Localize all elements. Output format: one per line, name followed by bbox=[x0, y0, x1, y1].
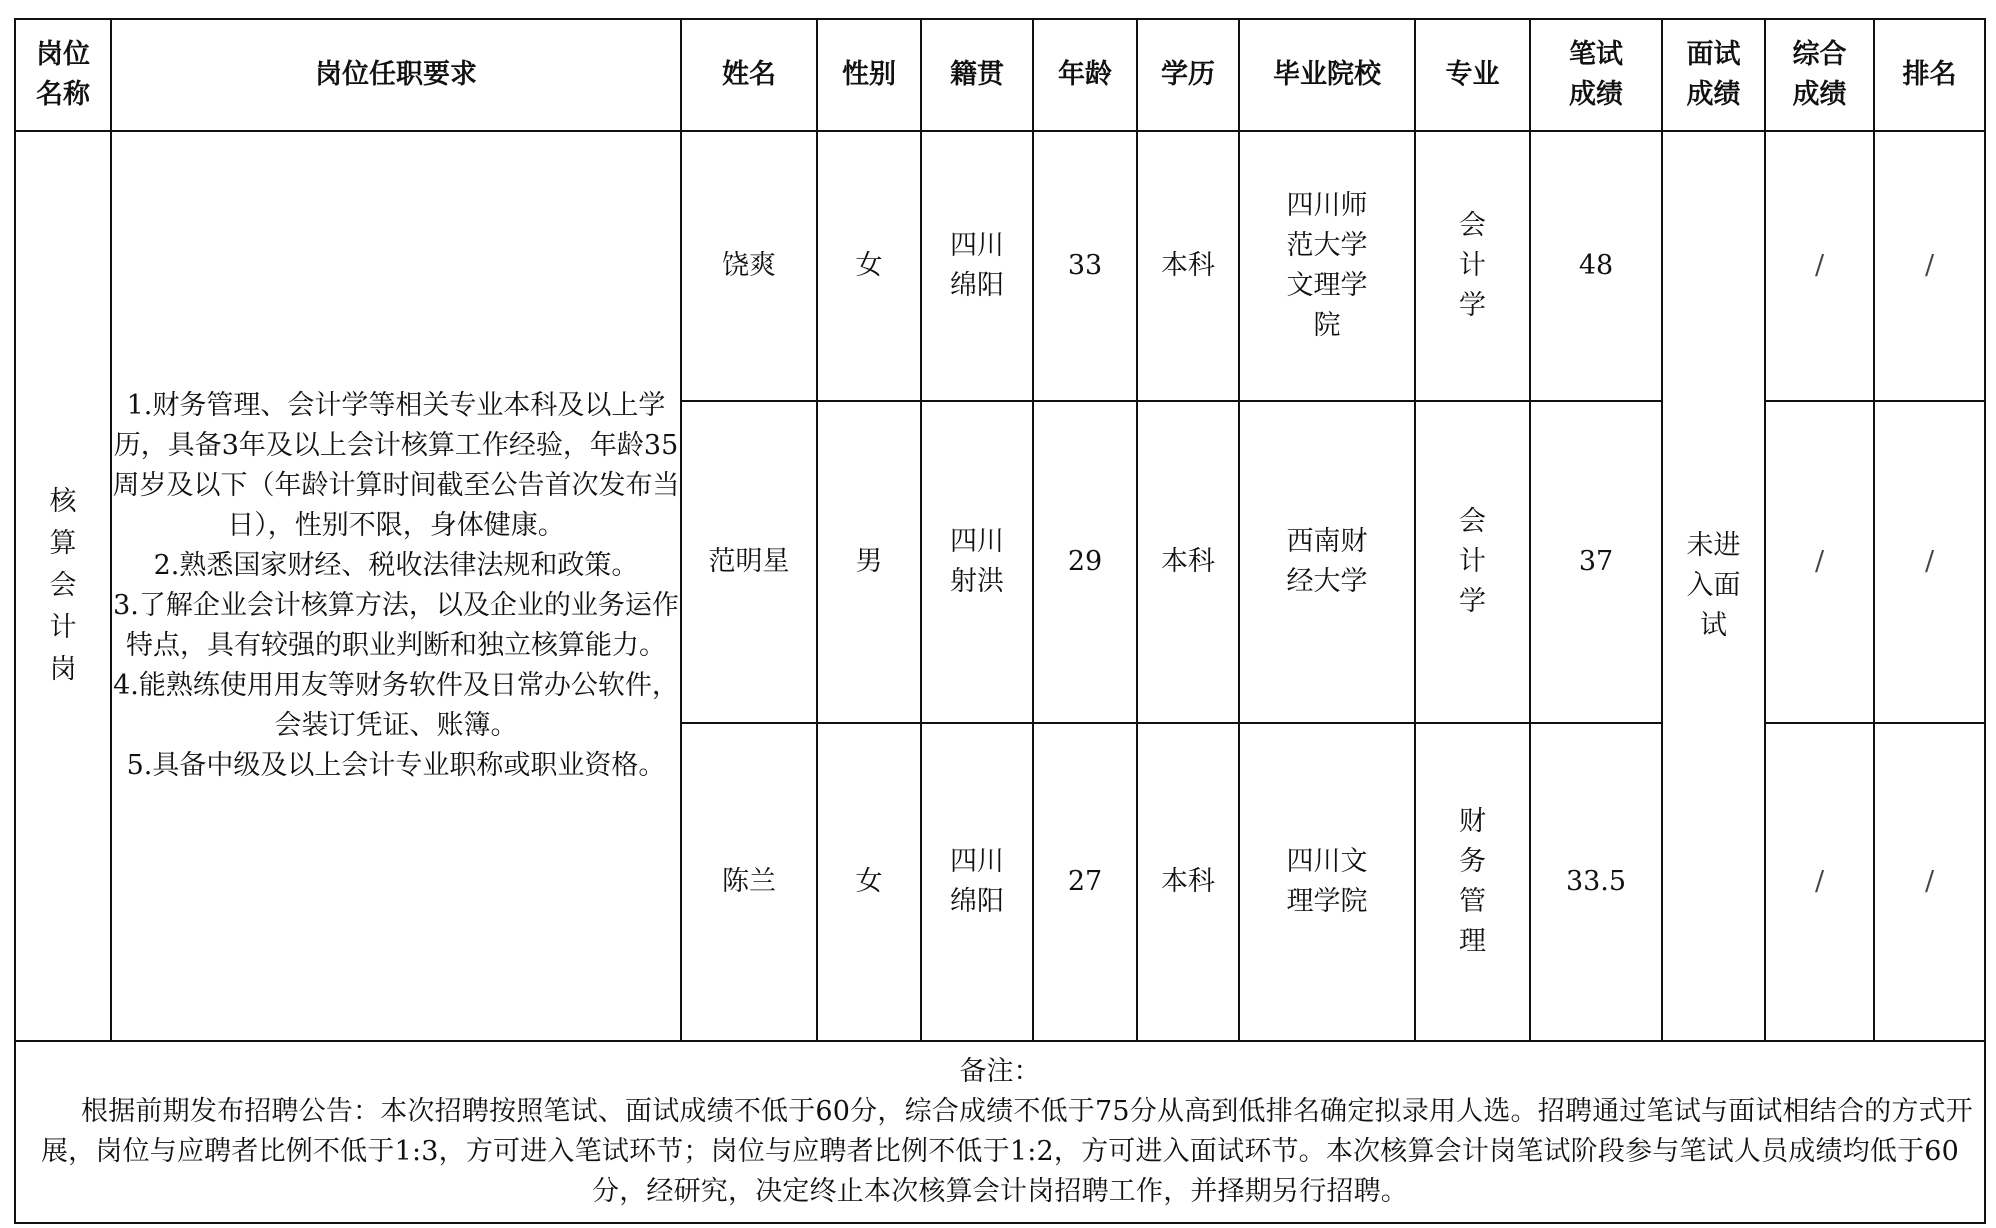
requirement-item: 2.熟悉国家财经、税收法律法规和政策。 bbox=[153, 550, 639, 581]
candidate-major: 财务管理 bbox=[1415, 723, 1530, 1041]
candidate-name: 陈兰 bbox=[681, 723, 817, 1041]
requirement-item: 3.了解企业会计核算方法，以及企业的业务运作特点，具有较强的职业判断和独立核算能力。 bbox=[113, 590, 679, 661]
candidate-school: 西南财经大学 bbox=[1239, 401, 1415, 723]
candidate-rank: / bbox=[1874, 401, 1985, 723]
header-gender: 性别 bbox=[817, 19, 921, 131]
candidate-school: 四川师范大学文理学院 bbox=[1239, 131, 1415, 401]
requirement-item: 5.具备中级及以上会计专业职称或职业资格。 bbox=[126, 750, 666, 781]
candidate-education: 本科 bbox=[1137, 401, 1239, 723]
candidate-age: 27 bbox=[1033, 723, 1137, 1041]
notes-row bbox=[15, 1041, 1985, 1223]
candidate-name: 饶爽 bbox=[681, 131, 817, 401]
candidate-native-place: 四川绵阳 bbox=[921, 723, 1033, 1041]
candidate-rank: / bbox=[1874, 131, 1985, 401]
candidate-overall-score: / bbox=[1765, 131, 1874, 401]
candidate-written-score: 33.5 bbox=[1530, 723, 1662, 1041]
candidate-gender: 男 bbox=[817, 401, 921, 723]
candidate-native-place: 四川射洪 bbox=[921, 401, 1033, 723]
notes-label: 备注： bbox=[959, 1056, 1041, 1087]
candidate-major: 会计学 bbox=[1415, 401, 1530, 723]
candidate-name: 范明星 bbox=[681, 401, 817, 723]
candidate-overall-score: / bbox=[1765, 401, 1874, 723]
header-education: 学历 bbox=[1137, 19, 1239, 131]
notes-body: 根据前期发布招聘公告：本次招聘按照笔试、面试成绩不低于60分，综合成绩不低于75分从高到低排名确定拟录用人选。招聘通过笔试与面试相结合的方式开展，岗位与应聘者比例不低于1:3，方可进入笔试环节；岗位与应聘者比例不低于1:2，方可进入面试环节。本次核算会计岗笔试阶段参与笔试人员成绩均低于60分，经研究，决定终止本次核算会计岗招聘工作，并择期另行招聘。 bbox=[40, 1096, 1973, 1207]
header-interview-score: 面试成绩 bbox=[1662, 19, 1765, 131]
notes-cell bbox=[15, 1041, 1985, 1223]
header-major: 专业 bbox=[1415, 19, 1530, 131]
header-overall-score: 综合成绩 bbox=[1765, 19, 1874, 131]
header-school: 毕业院校 bbox=[1239, 19, 1415, 131]
candidate-age: 29 bbox=[1033, 401, 1137, 723]
requirement-item: 1.财务管理、会计学等相关专业本科及以上学历，具备3年及以上会计核算工作经验，年龄35周岁及以下（年龄计算时间截至公告首次发布当日），性别不限，身体健康。 bbox=[112, 390, 680, 541]
table-header-row bbox=[15, 19, 1985, 131]
table-row bbox=[15, 131, 1985, 401]
candidate-major: 会计学 bbox=[1415, 131, 1530, 401]
header-age: 年龄 bbox=[1033, 19, 1137, 131]
candidate-education: 本科 bbox=[1137, 131, 1239, 401]
header-native-place: 籍贯 bbox=[921, 19, 1033, 131]
candidate-rank: / bbox=[1874, 723, 1985, 1041]
header-name: 姓名 bbox=[681, 19, 817, 131]
candidate-school: 四川文理学院 bbox=[1239, 723, 1415, 1041]
recruitment-results-table bbox=[14, 18, 1986, 1224]
candidate-age: 33 bbox=[1033, 131, 1137, 401]
header-requirements: 岗位任职要求 bbox=[111, 19, 681, 131]
candidate-gender: 女 bbox=[817, 723, 921, 1041]
header-rank: 排名 bbox=[1874, 19, 1985, 131]
candidate-native-place: 四川绵阳 bbox=[921, 131, 1033, 401]
requirement-item: 4.能熟练使用用友等财务软件及日常办公软件，会装订凭证、账簿。 bbox=[113, 670, 679, 741]
header-written-score: 笔试成绩 bbox=[1530, 19, 1662, 131]
candidate-written-score: 37 bbox=[1530, 401, 1662, 723]
requirements-cell bbox=[111, 131, 681, 1041]
candidate-gender: 女 bbox=[817, 131, 921, 401]
interview-status-cell: 未进入面试 bbox=[1662, 131, 1765, 1041]
candidate-education: 本科 bbox=[1137, 723, 1239, 1041]
candidate-written-score: 48 bbox=[1530, 131, 1662, 401]
header-position-name: 岗位名称 bbox=[15, 19, 111, 131]
position-name-cell: 核算会计岗 bbox=[15, 131, 111, 1041]
candidate-overall-score: / bbox=[1765, 723, 1874, 1041]
